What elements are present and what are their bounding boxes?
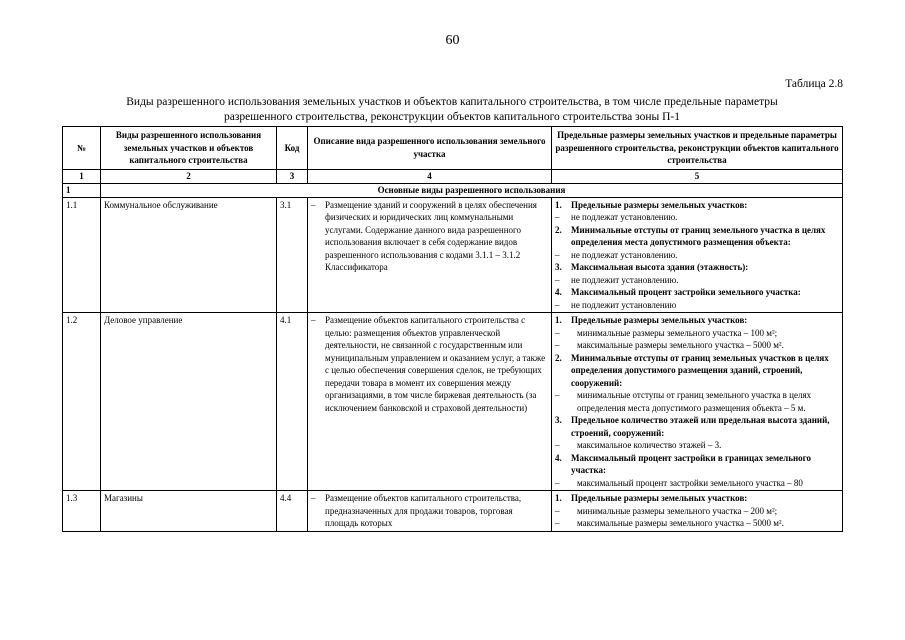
parameter-value-text: максимальное количество этажей – 3. (577, 440, 722, 450)
parameter-number: 3. (555, 262, 562, 272)
section-row (63, 183, 843, 197)
parameters-cell (552, 491, 843, 532)
parameter-number: 3. (555, 415, 562, 425)
description-text: Размещение зданий и сооружений в целях обеспечения физических и юридических лиц коммунальными услугами. Содержание данного вида разрешенного использования включает в себя содержание видов разрешенного использования с кодами 3.1.1 – 3.1.2 Классификатора (325, 199, 537, 272)
dash-marker: – (555, 327, 560, 338)
table-row (63, 197, 843, 313)
parameter-title: Предельные размеры земельных участков: (571, 199, 748, 210)
table-row (63, 491, 843, 532)
dash-marker: – (555, 340, 560, 350)
description-text: Размещение объектов капитального строительства с целью: размещения объектов управленческой деятельности, не связанной с государственным или муниципальным управлением и оказанием услуг, а также с целью обеспечения совершения сделок, не требующих передачи товара в момент их совершения между организациями, в том числе биржевая деятельность (за исключением банковской и страховой деятельности) (325, 315, 546, 413)
section-title: Основные виды разрешенного использования (101, 183, 843, 197)
use-type-name: Коммунальное обслуживание (101, 197, 277, 313)
parameter-value-text: максимальный процент застройки земельного участка – 80 (577, 477, 803, 488)
column-number: 5 (552, 169, 843, 183)
header-parameters: Предельные размеры земельных участков и предельные параметры разрешенного строительства, реконструкции объектов капитального строительства (552, 127, 843, 170)
dash-marker: – (555, 390, 560, 400)
row-number: 1.1 (63, 197, 101, 313)
use-description (308, 197, 552, 313)
header-number: № (63, 127, 101, 170)
parameter-value (555, 477, 839, 490)
column-number-row (63, 169, 843, 183)
parameter-heading (555, 286, 839, 299)
header-row (63, 127, 843, 170)
parameter-number: 4. (555, 452, 562, 463)
parameter-value (555, 299, 839, 312)
column-number: 1 (63, 169, 101, 183)
section-number: 1 (63, 183, 101, 197)
use-code: 3.1 (277, 197, 308, 313)
parameter-value (555, 389, 839, 414)
header-use-type: Виды разрешенного использования земельных участков и объектов капитального строительства (101, 127, 277, 170)
parameter-number: 1. (555, 199, 562, 210)
parameter-value (555, 274, 839, 287)
parameter-value-text: минимальные размеры земельного участка – 200 м²; (577, 505, 778, 516)
use-description (308, 313, 552, 491)
parameter-number: 2. (555, 352, 562, 363)
description-text: Размещение объектов капитального строительства, предназначенных для продажи товаров, торговая площадь которых (325, 493, 522, 528)
table-row (63, 313, 843, 491)
dash-marker: – (311, 493, 316, 503)
parameter-value-text: не подлежат установлению. (571, 212, 678, 222)
parameter-value (555, 339, 839, 352)
row-number: 1.3 (63, 491, 101, 532)
parameter-value-text: не подлежат установлению. (571, 249, 678, 260)
parameter-title: Минимальные отступы от границ земельного участка в целях определения места допустимого размещения объекта: (571, 224, 826, 247)
description-item (311, 492, 548, 530)
parameter-title: Максимальная высота здания (этажность): (571, 262, 749, 272)
dash-marker: – (555, 505, 560, 516)
dash-marker: – (311, 315, 316, 325)
column-number: 3 (277, 169, 308, 183)
parameter-title: Минимальные отступы от границ земельных участков в целях определения допустимого размещения зданий, строений, сооружений: (571, 352, 829, 388)
dash-marker: – (555, 249, 560, 260)
parameter-number: 2. (555, 224, 562, 235)
parameter-value (555, 249, 839, 262)
dash-marker: – (555, 477, 560, 488)
row-number: 1.2 (63, 313, 101, 491)
parameter-value-text: максимальные размеры земельного участка – 5000 м². (577, 518, 784, 528)
parameter-value-text: минимальные отступы от границ земельного участка в целях определения места допустимого размещения объекта – 5 м. (577, 390, 812, 413)
parameter-value-text: не подлежит установлению. (571, 274, 679, 285)
page-number: 60 (445, 33, 460, 48)
parameter-heading (555, 224, 839, 249)
use-description (308, 491, 552, 532)
caption-line-1: Виды разрешенного использования земельных участков и объектов капитального строительства, в том числе предельные параметры (126, 96, 778, 108)
parameter-heading (555, 199, 839, 212)
header-description: Описание вида разрешенного использования земельного участка (308, 127, 552, 170)
dash-marker: – (555, 274, 560, 285)
dash-marker: – (555, 518, 560, 528)
parameter-title: Предельные размеры земельных участков: (571, 315, 748, 325)
column-number: 4 (308, 169, 552, 183)
caption-line-2: разрешенного строительства, реконструкции объектов капитального строительства зоны П-1 (224, 111, 680, 123)
description-item (311, 199, 548, 274)
parameter-title: Максимальный процент застройки земельного участка: (571, 287, 801, 297)
parameter-heading (555, 452, 839, 477)
parameter-value (555, 505, 839, 518)
use-type-name: Деловое управление (101, 313, 277, 491)
parameter-heading (555, 314, 839, 327)
parameters-cell (552, 313, 843, 491)
dash-marker: – (555, 299, 560, 310)
header-code: Код (277, 127, 308, 170)
use-code: 4.1 (277, 313, 308, 491)
parameter-value-text: минимальные размеры земельного участка – 100 м²; (577, 327, 778, 338)
land-use-table (62, 126, 843, 532)
use-code: 4.4 (277, 491, 308, 532)
parameter-heading (555, 352, 839, 390)
parameter-title: Максимальный процент застройки в границах земельного участка: (571, 452, 812, 475)
parameter-number: 1. (555, 493, 562, 503)
parameter-value (555, 517, 839, 530)
description-item (311, 314, 548, 414)
dash-marker: – (555, 440, 560, 450)
column-number: 2 (101, 169, 277, 183)
parameter-heading (555, 261, 839, 274)
parameter-value-text: не подлежит установлению (571, 299, 677, 310)
parameter-title: Предельные размеры земельных участков: (571, 493, 748, 503)
parameter-heading (555, 414, 839, 439)
dash-marker: – (311, 199, 316, 210)
parameter-value-text: максимальные размеры земельного участка – 5000 м². (577, 340, 784, 350)
use-type-name: Магазины (101, 491, 277, 532)
parameters-cell (552, 197, 843, 313)
table-caption (62, 95, 842, 125)
parameter-value (555, 327, 839, 340)
parameter-number: 1. (555, 315, 562, 325)
parameter-value (555, 211, 839, 224)
dash-marker: – (555, 212, 560, 222)
table-label: Таблица 2.8 (785, 78, 843, 90)
parameter-number: 4. (555, 287, 562, 297)
parameter-heading (555, 492, 839, 505)
parameter-value (555, 439, 839, 452)
parameter-title: Предельное количество этажей или предельная высота зданий, строений, сооружений: (571, 415, 830, 438)
